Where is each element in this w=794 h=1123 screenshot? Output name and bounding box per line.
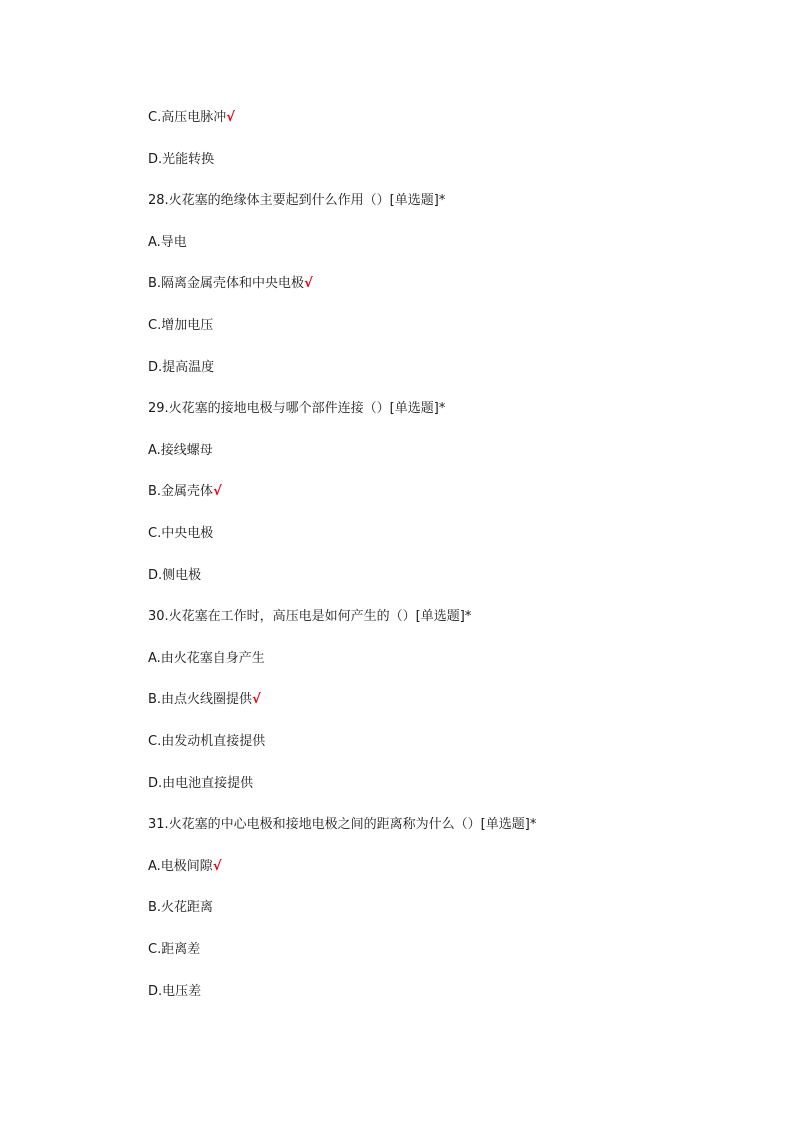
correct-mark: √	[304, 276, 313, 291]
correct-mark: √	[213, 484, 222, 499]
correct-mark: √	[226, 110, 235, 125]
correct-mark: √	[252, 692, 261, 707]
option-line: D.提高温度	[148, 360, 215, 375]
option-line: D.电压差	[148, 984, 202, 999]
option-line: A.电极间隙√	[148, 859, 222, 874]
correct-mark: √	[212, 859, 222, 874]
option-line: A.接线螺母	[148, 443, 213, 458]
option-line: D.侧电极	[148, 568, 202, 583]
question-line: 31.火花塞的中心电极和接地电极之间的距离称为什么（）[单选题]*	[148, 817, 537, 832]
option-line: C.由发动机直接提供	[148, 734, 266, 749]
question-line: 29.火花塞的接地电极与哪个部件连接（）[单选题]*	[148, 401, 446, 416]
question-line: 28.火花塞的绝缘体主要起到什么作用（）[单选题]*	[148, 193, 446, 208]
option-line: C.中央电极	[148, 526, 214, 541]
option-line: D.由电池直接提供	[148, 776, 254, 791]
option-line: A.由火花塞自身产生	[148, 651, 265, 666]
option-line: C.高压电脉冲√	[148, 110, 235, 125]
option-line: A.导电	[148, 235, 187, 250]
option-line: C.距离差	[148, 942, 201, 957]
option-line: C.增加电压	[148, 318, 214, 333]
option-line: B.由点火线圈提供√	[148, 692, 261, 707]
option-line: B.火花距离	[148, 900, 214, 915]
question-line: 30.火花塞在工作时，高压电是如何产生的（）[单选题]*	[148, 609, 472, 624]
option-line: B.隔离金属壳体和中央电极√	[148, 276, 313, 291]
option-line: B.金属壳体√	[148, 484, 222, 499]
option-line: D.光能转换	[148, 152, 215, 167]
